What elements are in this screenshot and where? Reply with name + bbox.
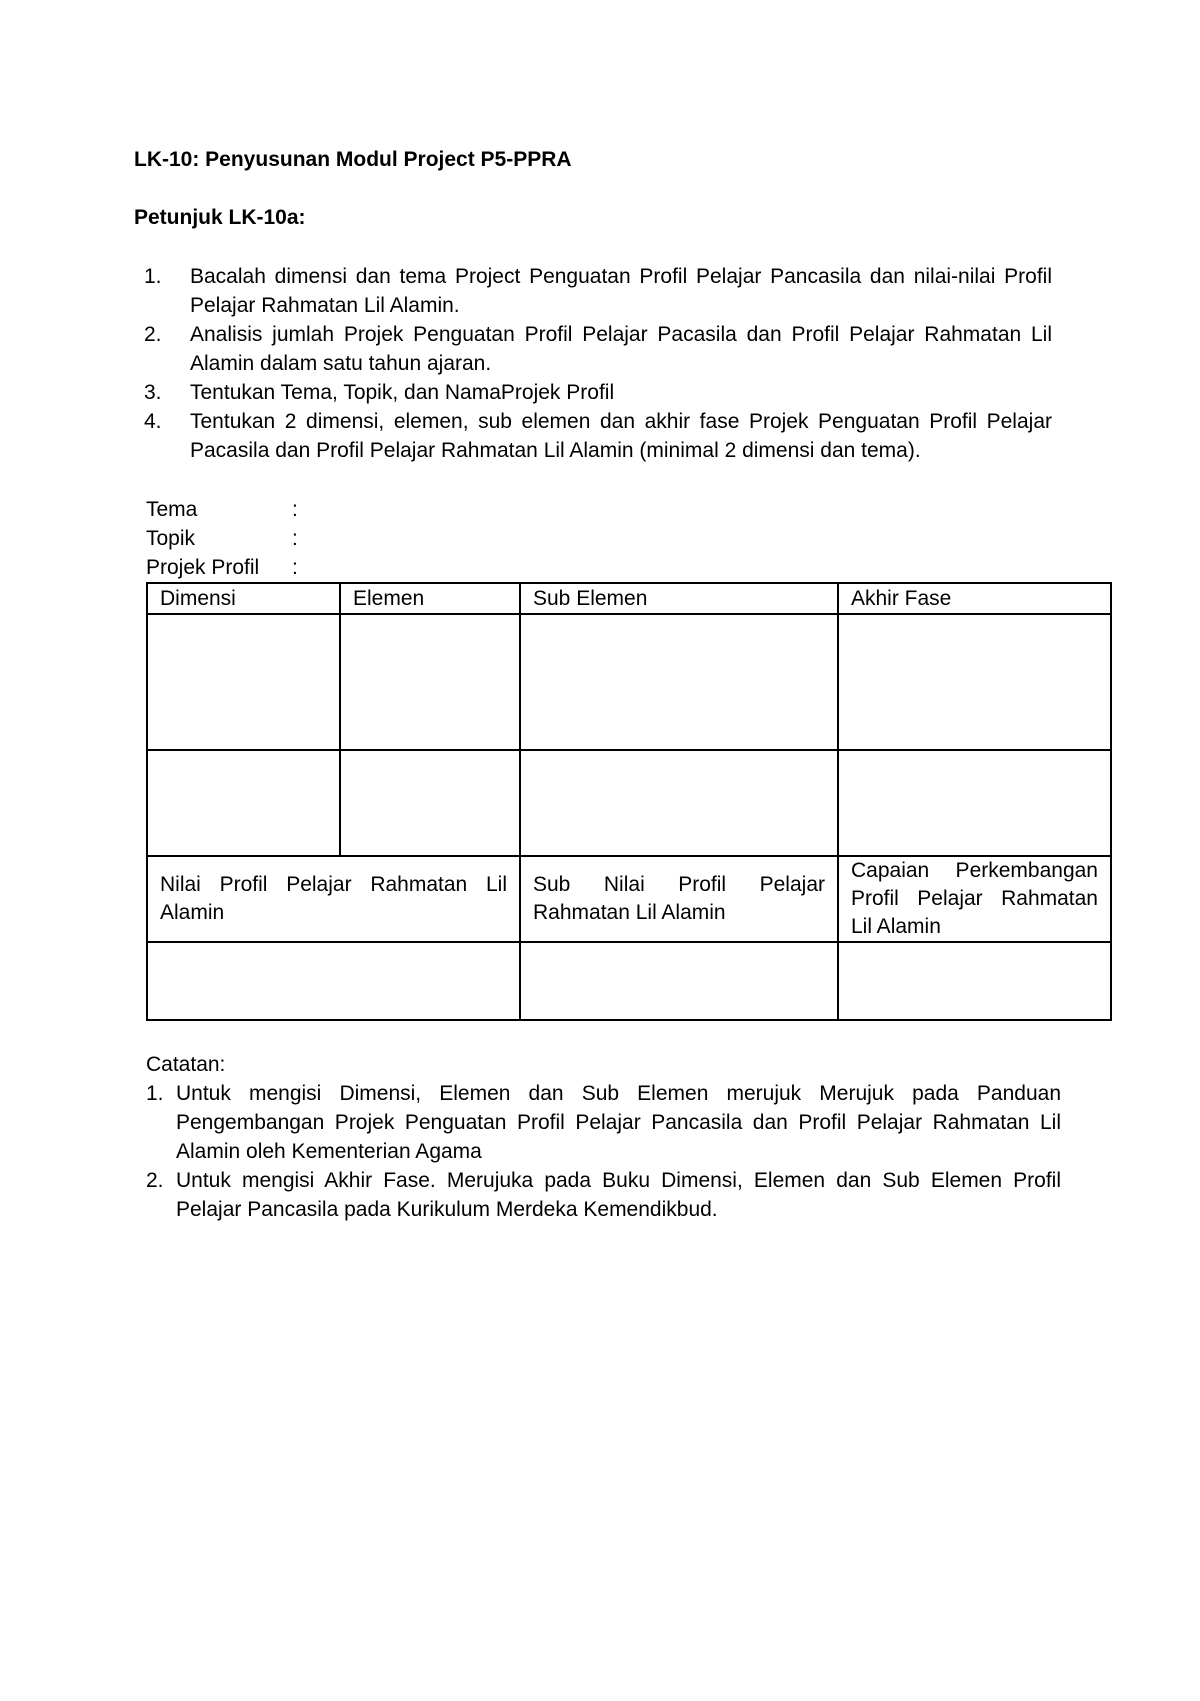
table-cell[interactable] [520,942,838,1020]
table-row [147,614,1111,750]
instruction-text: Analisis jumlah Projek Penguatan Profil Pelajar Pacasila dan Profil Pelajar Rahmatan Lil Alamin dalam satu tahun ajaran. [190,323,1052,375]
table-cell[interactable] [838,750,1111,856]
instruction-number: 2. [144,323,162,346]
instruction-text: Bacalah dimensi dan tema Project Penguatan Profil Pelajar Pancasila dan nilai-nilai Profil Pelajar Rahmatan Lil Alamin. [190,265,1052,317]
header-sub-elemen: Sub Elemen [520,583,838,614]
notes-section [146,1050,1061,1224]
document-title: LK-10: Penyusunan Modul Project P5-PPRA [134,148,572,171]
note-number: 2. [146,1169,164,1192]
field-colon: : [292,498,298,521]
instruction-item [144,320,1052,378]
project-table [146,582,1112,1021]
table-cell[interactable] [838,942,1111,1020]
notes-list [146,1079,1061,1224]
header-akhir-fase: Akhir Fase [838,583,1111,614]
table-cell[interactable] [147,942,520,1020]
instruction-number: 4. [144,410,162,433]
header-nilai-profil: Nilai Profil Pelajar Rahmatan Lil Alamin [147,856,520,942]
field-colon: : [292,556,298,579]
field-label: Projek Profil [146,556,260,579]
instruction-number: 3. [144,381,162,404]
table-header-row [147,583,1111,614]
table-cell[interactable] [838,614,1111,750]
note-number: 1. [146,1082,164,1105]
instruction-text: Tentukan 2 dimensi, elemen, sub elemen dan akhir fase Projek Penguatan Profil Pelajar Pacasila dan Profil Pelajar Rahmatan Lil Alamin (minimal 2 dimensi dan tema). [190,410,1052,462]
header-dimensi: Dimensi [147,583,340,614]
instructions-list [144,262,1052,465]
instruction-item [144,407,1052,465]
instructions-heading: Petunjuk LK-10a: [134,206,306,229]
instruction-text: Tentukan Tema, Topik, dan NamaProjek Profil [190,381,615,404]
project-fields [146,495,312,582]
table-cell[interactable] [520,750,838,856]
field-projek-profil [146,553,312,582]
table-cell[interactable] [520,614,838,750]
field-label: Topik [146,527,196,550]
header-sub-nilai: Sub Nilai Profil Pelajar Rahmatan Lil Alamin [520,856,838,942]
note-text: Untuk mengisi Dimensi, Elemen dan Sub Elemen merujuk Merujuk pada Panduan Pengembangan Projek Penguatan Profil Pelajar Pancasila dan Profil Pelajar Rahmatan Lil Alamin oleh Kementerian Agama [176,1082,1061,1163]
field-label: Tema [146,498,198,521]
instruction-number: 1. [144,265,162,288]
note-text: Untuk mengisi Akhir Fase. Merujuka pada Buku Dimensi, Elemen dan Sub Elemen Profil Pelajar Pancasila pada Kurikulum Merdeka Kemendikbud. [176,1169,1061,1221]
field-topik [146,524,312,553]
notes-title: Catatan: [146,1053,226,1076]
note-item [146,1166,1061,1224]
instruction-item [144,262,1052,320]
instruction-item [144,378,1052,407]
table-row [147,750,1111,856]
field-tema [146,495,312,524]
header-capaian: Capaian Perkembangan Profil Pelajar Rahmatan Lil Alamin [838,856,1111,942]
table-row [147,942,1111,1020]
header-elemen: Elemen [340,583,520,614]
table-subheader-row [147,856,1111,942]
field-colon: : [292,527,298,550]
table-cell[interactable] [147,750,340,856]
table-cell[interactable] [340,614,520,750]
table-cell[interactable] [340,750,520,856]
note-item [146,1079,1061,1166]
table-cell[interactable] [147,614,340,750]
